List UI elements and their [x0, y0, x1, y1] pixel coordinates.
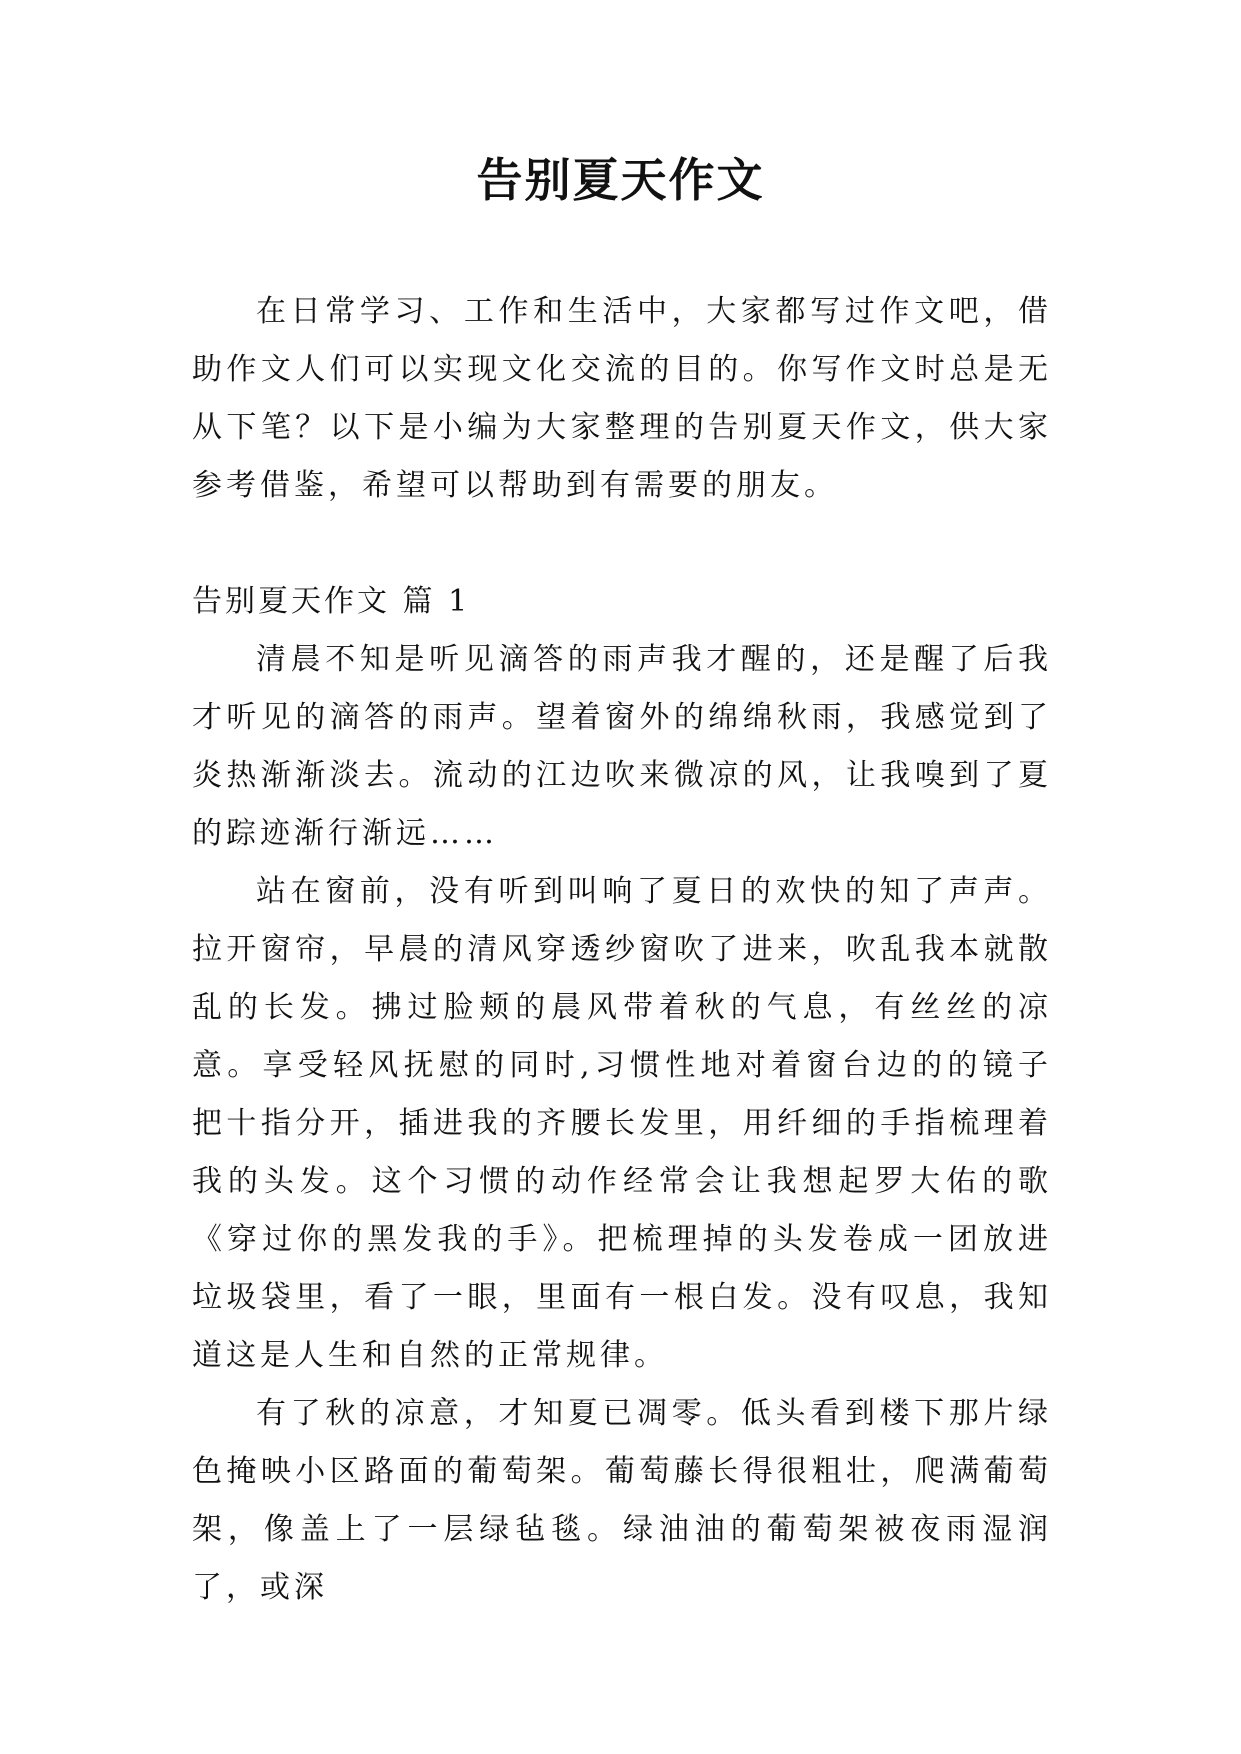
section-heading: 告别夏天作文 篇 1 [192, 584, 471, 619]
document-title: 告别夏天作文 [476, 153, 765, 207]
body-paragraph-1: 清晨不知是听见滴答的雨声我才醒的，还是醒了后我才听见的滴答的雨声。望着窗外的绵绵秋雨，我感觉到了炎热渐渐淡去。流动的江边吹来微凉的风，让我嗅到了夏的踪迹渐行渐远…… [192, 642, 1052, 851]
intro-paragraph: 在日常学习、工作和生活中，大家都写过作文吧，借助作文人们可以实现文化交流的目的。你写作文时总是无从下笔？以下是小编为大家整理的告别夏天作文，供大家参考借鉴，希望可以帮助到有需要的朋友。 [192, 294, 1052, 503]
body-paragraph-2: 站在窗前，没有听到叫响了夏日的欢快的知了声声。拉开窗帘，早晨的清风穿透纱窗吹了进来，吹乱我本就散乱的长发。拂过脸颊的晨风带着秋的气息，有丝丝的凉意。享受轻风抚慰的同时,习惯性地对着窗台边的的镜子把十指分开，插进我的齐腰长发里，用纤细的手指梳理着我的头发。这个习惯的动作经常会让我想起罗大佑的歌《穿过你的黑发我的手》。把梳理掉的头发卷成一团放进垃圾袋里，看了一眼，里面有一根白发。没有叹息，我知道这是人生和自然的正常规律。 [192, 874, 1052, 1373]
document-body [192, 283, 1052, 1617]
body-paragraph-3: 有了秋的凉意，才知夏已凋零。低头看到楼下那片绿色掩映小区路面的葡萄架。葡萄藤长得很粗壮，爬满葡萄架，像盖上了一层绿毡毯。绿油油的葡萄架被夜雨湿润了，或深 [192, 1396, 1052, 1605]
